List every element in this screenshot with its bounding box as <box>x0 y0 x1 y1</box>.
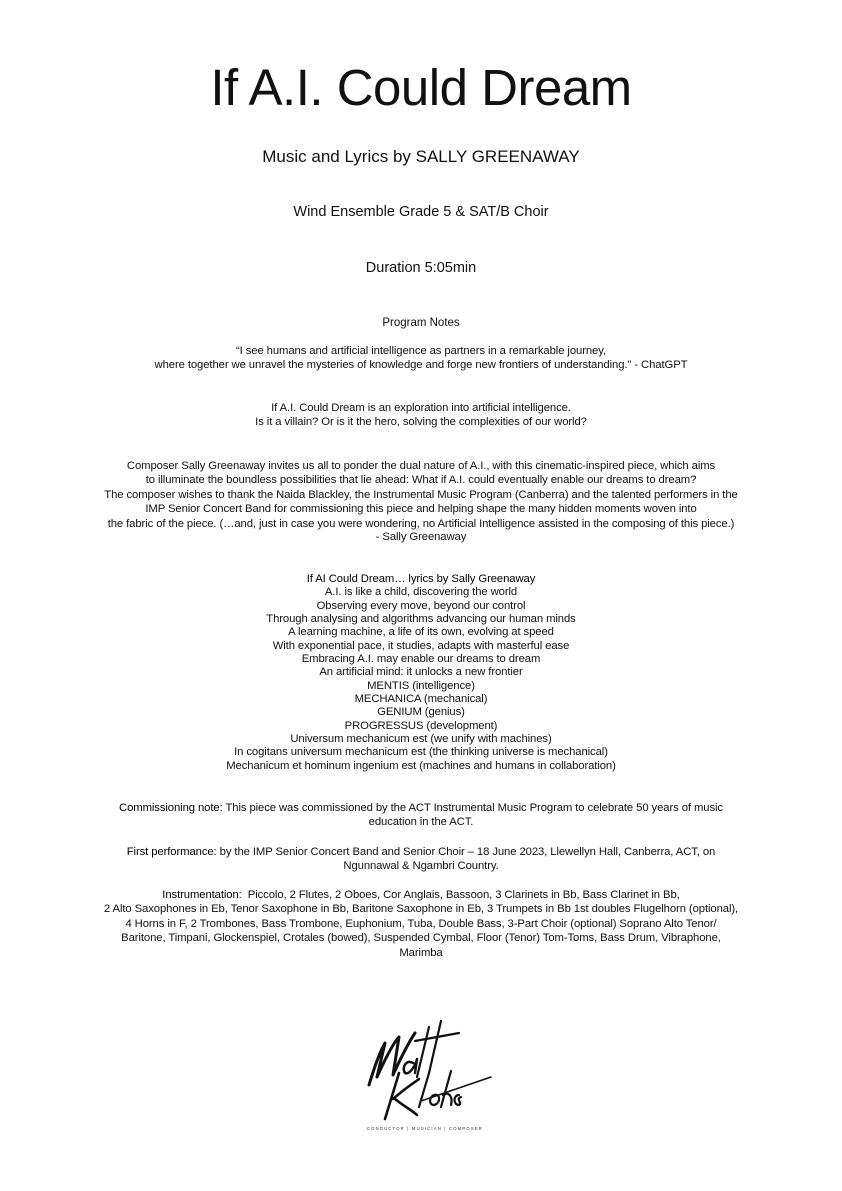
first-performance <box>0 845 842 874</box>
instrumentation-text: Piccolo, 2 Flutes, 2 Oboes, Cor Anglais, Bassoon, 3 Clarinets in Bb, Bass Clarinet in Bb, <box>241 889 680 901</box>
lyric-line: GENIUM (genius) <box>377 706 465 719</box>
quote-line: where together we unravel the mysteries of knowledge and forge new frontiers of understanding." - ChatGPT <box>154 359 688 372</box>
quote-line: “I see humans and artificial intelligence as partners in a remarkable journey, <box>235 345 606 357</box>
program-notes-heading: Program Notes <box>382 317 460 329</box>
instrumentation-line: 2 Alto Saxophones in Eb, Tenor Saxophone in Bb, Baritone Saxophone in Eb, 3 Trumpets in Bb 1st doubles Flugelhorn (optional), <box>103 903 739 916</box>
instrumentation-lines <box>0 902 842 960</box>
notes-line: to illuminate the boundless possibilities that lie ahead: What if A.I. could eventually enable our dreams to dream? <box>145 474 697 487</box>
notes-paragraph <box>0 459 842 531</box>
first-performance-text: by the IMP Senior Concert Band and Senior Choir – 18 June 2023, Llewellyn Hall, Canberra, ACT, on <box>216 846 716 858</box>
first-performance-label: First performance: <box>126 846 217 858</box>
intro-line: Is it a villain? Or is it the hero, solving the complexities of our world? <box>255 416 587 429</box>
lyrics-lines <box>0 586 842 773</box>
lyric-line: In cogitans universum mechanicum est (the thinking universe is mechanical) <box>234 746 608 759</box>
lyric-line: MECHANICA (mechanical) <box>354 693 488 706</box>
intro-paragraph <box>0 401 842 430</box>
commissioning-text-2: education in the ACT. <box>368 816 474 829</box>
lyric-line: Through analysing and algorithms advancing our human minds <box>266 613 576 626</box>
commissioning-note <box>0 801 842 830</box>
lyric-line: With exponential pace, it studies, adapts with masterful ease <box>272 639 570 652</box>
lyric-line: An artificial mind: it unlocks a new frontier <box>319 666 523 679</box>
lyric-line: PROGRESSUS (development) <box>344 719 498 732</box>
lyric-line: Universum mechanicum est (we unify with machines) <box>290 733 552 746</box>
instrumentation <box>0 888 842 960</box>
lyric-line: A.I. is like a child, discovering the world <box>324 586 518 599</box>
notes-line: the fabric of the piece. (…and, just in case you were wondering, no Artificial Intelligence assisted in the composing of this piece.) <box>107 517 735 530</box>
duration: Duration 5:05min <box>365 260 477 276</box>
notes-line: IMP Senior Concert Band for commissioning this piece and helping shape the many hidden moments woven into <box>145 503 697 516</box>
instrumentation-line: Marimba <box>399 946 443 959</box>
page-title: If A.I. Could Dream <box>210 59 632 116</box>
instrumentation-label: Instrumentation: <box>162 889 242 901</box>
lyrics <box>0 573 842 773</box>
lyric-line: MENTIS (intelligence) <box>367 679 475 692</box>
instrumentation-line: 4 Horns in F, 2 Trombones, Bass Trombone, Euphonium, Tuba, Double Bass, 3-Part Choir (optional) Soprano Alto Tenor/ <box>125 917 717 930</box>
logo-tagline: CONDUCTOR | MUSICIAN | COMPOSER <box>366 1126 484 1131</box>
signature-logo-icon <box>355 1015 495 1135</box>
lyric-line: Observing every move, beyond our control <box>316 599 526 612</box>
lyric-line: Embracing A.I. may enable our dreams to dream <box>301 653 541 666</box>
commissioning-text: This piece was commissioned by the ACT Instrumental Music Program to celebrate 50 years of music <box>222 802 723 814</box>
matt-klohs-logo <box>355 1015 495 1135</box>
lyric-line: Mechanicum et hominum ingenium est (machines and humans in collaboration) <box>226 759 616 772</box>
signature: - Sally Greenaway <box>375 531 467 543</box>
credits: Music and Lyrics by SALLY GREENAWAY <box>262 147 580 166</box>
commissioning-label: Commissioning note: <box>119 802 223 814</box>
first-performance-text-2: Ngunnawal & Ngambri Country. <box>343 860 499 873</box>
ensemble: Wind Ensemble Grade 5 & SAT/B Choir <box>293 204 549 220</box>
lyrics-heading: If AI Could Dream… lyrics by Sally Greenaway <box>306 573 536 585</box>
intro-line: If A.I. Could Dream is an exploration into artificial intelligence. <box>271 402 571 414</box>
lyric-line: A learning machine, a life of its own, evolving at speed <box>288 626 554 639</box>
quote <box>0 344 842 373</box>
notes-line: The composer wishes to thank the Naida Blackley, the Instrumental Music Program (Canberra) and the talented performers in the <box>104 488 738 501</box>
notes-line: Composer Sally Greenaway invites us all to ponder the dual nature of A.I., with this cinematic-inspired piece, which aims <box>126 460 716 472</box>
instrumentation-line: Baritone, Timpani, Glockenspiel, Crotales (bowed), Suspended Cymbal, Floor (Tenor) Tom-Toms, Bass Drum, Vibraphone, <box>121 932 721 945</box>
